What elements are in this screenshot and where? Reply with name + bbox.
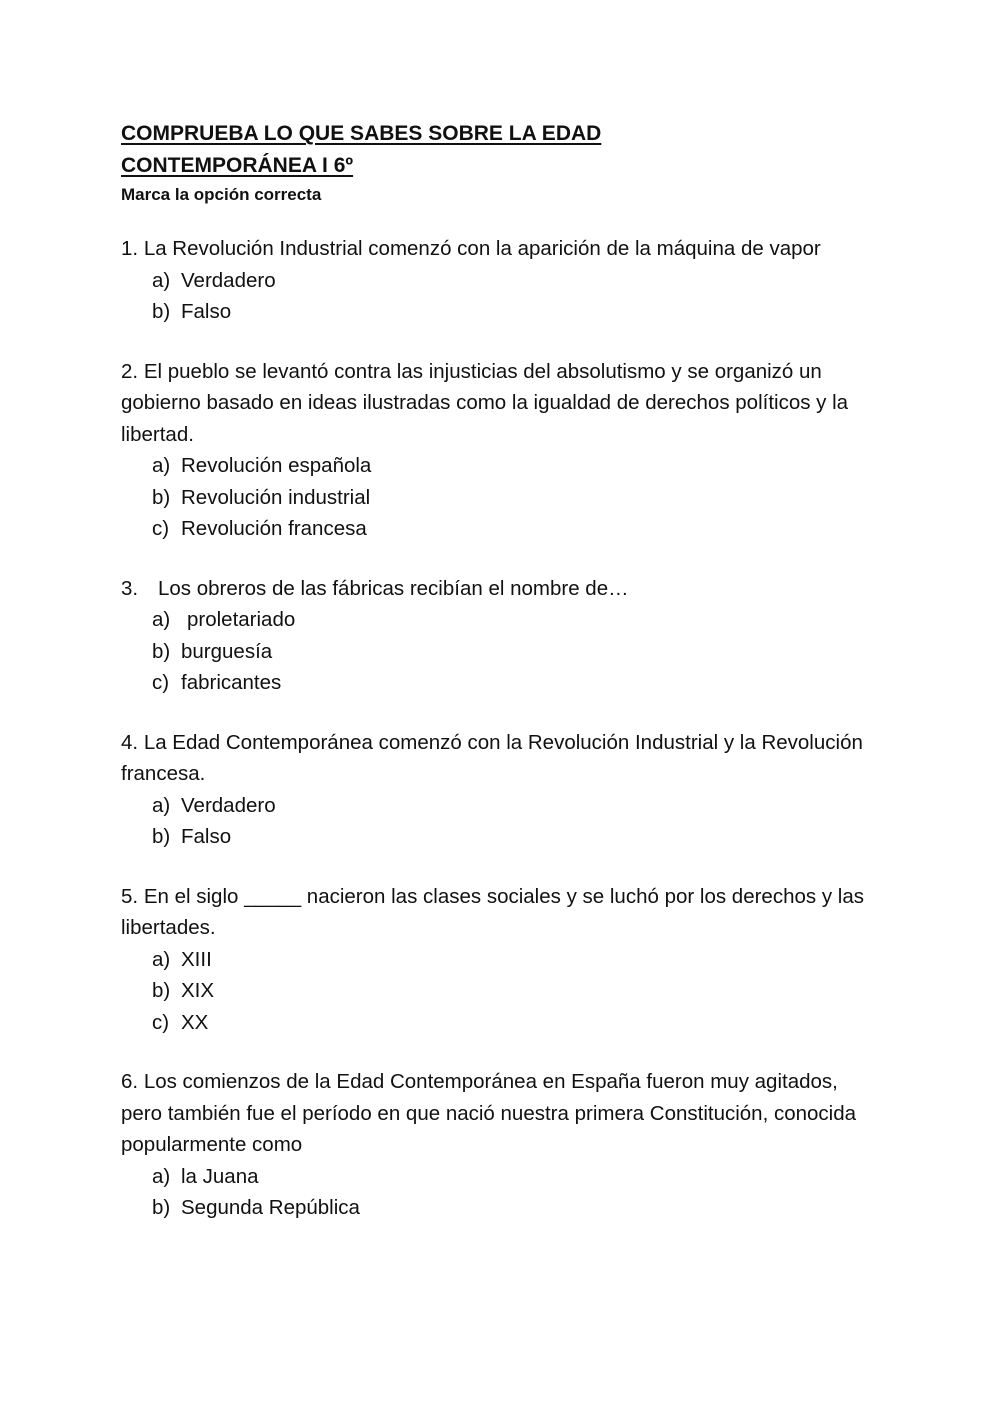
question-1-option-a[interactable]	[152, 265, 881, 297]
instruction-text: Marca la opción correcta	[121, 185, 322, 204]
question-1-number: 1.	[121, 237, 139, 260]
question-2	[121, 356, 881, 545]
question-4-statement: La Edad Contemporánea comenzó con la Revolución Industrial y la Revolución francesa.	[121, 730, 863, 785]
question-1-statement: La Revolución Industrial comenzó con la aparición de la máquina de vapor	[143, 237, 821, 260]
question-1-option-b[interactable]	[152, 296, 881, 328]
option-text: proletariado	[187, 608, 296, 631]
question-5-text	[121, 881, 881, 944]
worksheet-title	[121, 118, 881, 182]
question-6-statement: Los comienzos de la Edad Contemporánea en España fueron muy agitados, pero también fue el período en que nació nuestra primera Constitución, conocida popularmente como	[121, 1070, 857, 1156]
option-text: XIX	[181, 979, 215, 1002]
option-letter: a)	[152, 947, 171, 971]
question-6-text	[121, 1066, 881, 1161]
question-2-text	[121, 356, 881, 451]
question-1-text	[121, 233, 881, 265]
question-3	[121, 573, 881, 699]
question-3-text	[121, 573, 881, 605]
question-6	[121, 1066, 881, 1224]
option-text: Revolución española	[181, 454, 372, 477]
question-5-number: 5.	[121, 884, 139, 908]
option-text: burguesía	[181, 639, 273, 663]
question-3-option-b[interactable]	[152, 636, 881, 668]
question-3-number: 3.	[121, 576, 139, 600]
question-6-number: 6.	[121, 1070, 139, 1093]
question-6-options	[121, 1161, 881, 1224]
option-text: Falso	[181, 825, 232, 848]
question-2-option-c[interactable]	[152, 513, 881, 545]
option-text: Verdadero	[181, 793, 276, 817]
question-3-option-a[interactable]	[152, 604, 881, 636]
question-5-option-c[interactable]	[152, 1007, 881, 1039]
question-3-statement: Los obreros de las fábricas recibían el nombre de…	[158, 576, 629, 600]
option-text: Falso	[181, 300, 232, 323]
option-letter: b)	[152, 300, 171, 323]
option-letter: b)	[152, 825, 171, 848]
question-5-option-b[interactable]	[152, 975, 881, 1007]
title-line-2: CONTEMPORÁNEA I 6º	[121, 154, 354, 177]
option-text: la Juana	[181, 1164, 259, 1188]
option-letter: a)	[152, 454, 171, 477]
question-2-statement: El pueblo se levantó contra las injusticias del absolutismo y se organizó un gobierno basado en ideas ilustradas como la igualdad de derechos políticos y la libertad.	[121, 359, 849, 446]
question-5-options	[121, 944, 881, 1039]
option-letter: c)	[152, 1010, 170, 1034]
question-2-option-b[interactable]	[152, 482, 881, 514]
option-text: fabricantes	[181, 671, 282, 694]
option-letter: a)	[152, 1164, 171, 1188]
question-5-option-a[interactable]	[152, 944, 881, 976]
option-text: XIII	[181, 947, 212, 971]
question-3-options	[121, 604, 881, 699]
option-letter: b)	[152, 1196, 171, 1219]
question-4	[121, 727, 881, 853]
option-text: Segunda República	[181, 1196, 360, 1219]
question-5-statement: En el siglo _____ nacieron las clases sociales y se luchó por los derechos y las libertades.	[121, 884, 864, 939]
question-4-option-b[interactable]	[152, 821, 881, 853]
question-4-option-a[interactable]	[152, 790, 881, 822]
question-6-option-b[interactable]	[152, 1192, 881, 1224]
question-5	[121, 881, 881, 1039]
option-letter: b)	[152, 639, 171, 663]
option-letter: a)	[152, 608, 171, 631]
option-text: XX	[181, 1010, 209, 1034]
option-letter: c)	[152, 671, 170, 694]
option-text: Revolución industrial	[181, 485, 371, 509]
option-letter: a)	[152, 793, 171, 817]
option-letter: c)	[152, 517, 170, 540]
worksheet-page	[121, 118, 881, 1252]
question-1	[121, 233, 881, 328]
question-3-option-c[interactable]	[152, 667, 881, 699]
question-2-number: 2.	[121, 359, 139, 383]
option-letter: b)	[152, 485, 171, 509]
question-6-option-a[interactable]	[152, 1161, 881, 1193]
question-4-text	[121, 727, 881, 790]
question-2-option-a[interactable]	[152, 450, 881, 482]
option-text: Verdadero	[181, 268, 276, 292]
question-4-number: 4.	[121, 730, 139, 754]
option-text: Revolución francesa	[181, 517, 367, 540]
title-line-1: COMPRUEBA LO QUE SABES SOBRE LA EDAD	[121, 122, 602, 145]
question-1-options	[121, 265, 881, 328]
option-letter: a)	[152, 268, 171, 292]
question-4-options	[121, 790, 881, 853]
option-letter: b)	[152, 979, 171, 1002]
question-2-options	[121, 450, 881, 545]
